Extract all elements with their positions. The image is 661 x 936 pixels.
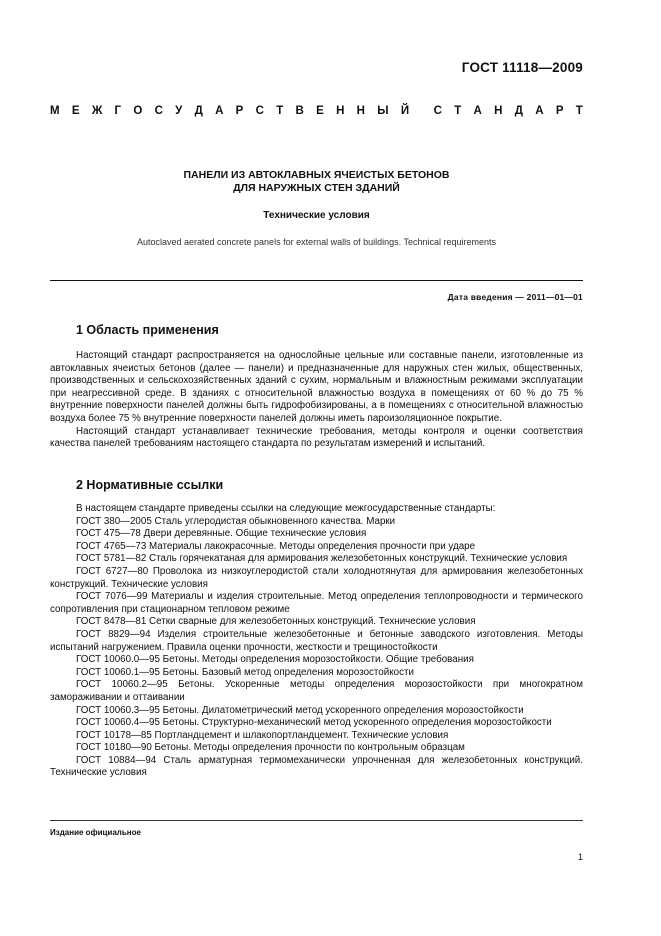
section-1-heading: 1 Область применения [76, 323, 219, 337]
reference-item: ГОСТ 10060.0—95 Бетоны. Методы определения морозостойкости. Общие требования [76, 654, 474, 666]
banner-letter: Н [494, 105, 503, 117]
section-2-body [50, 503, 583, 780]
reference-item: ГОСТ 5781—82 Сталь горячекатаная для армирования железобетонных конструкций. Технические условия [76, 553, 568, 565]
reference-item: ГОСТ 6727—80 Проволока из низкоуглеродистой стали холоднотянутая для армирования железобетонных конструкций. Технические условия [50, 565, 583, 590]
english-title: Autoclaved aerated concrete panels for external walls of buildings. Technical requirements [136, 237, 497, 247]
banner-letter: Н [356, 105, 365, 117]
reference-item: ГОСТ 8478—81 Сетки сварные для железобетонных конструкций. Технические условия [76, 616, 476, 628]
section-2-heading: 2 Нормативные ссылки [76, 478, 224, 492]
reference-item: ГОСТ 7076—99 Материалы и изделия строительные. Метод определения теплопроводности и термического сопротивления при стационарном тепловом режиме [50, 591, 583, 615]
banner-letter: Р [555, 105, 564, 117]
reference-item: ГОСТ 10180—90 Бетоны. Методы определения прочности по контрольным образцам [76, 742, 465, 754]
banner-letter: М [50, 105, 60, 117]
reference-item: ГОСТ 10060.3—95 Бетоны. Дилатометрический метод ускоренного определения морозостойкости [76, 704, 524, 716]
banner-letter: Т [276, 105, 284, 117]
banner-letter: Т [454, 105, 462, 117]
banner-letter: В [295, 105, 304, 117]
banner-letter: Г [114, 105, 122, 117]
banner-letter: Е [71, 105, 80, 117]
banner-letter: Т [575, 105, 583, 117]
banner-letter: А [535, 105, 544, 117]
banner-letter: Д [194, 105, 203, 117]
reference-item: ГОСТ 10060.1—95 Бетоны. Базовый метод определения морозостойкости [76, 666, 414, 678]
reference-item: ГОСТ 10060.2—95 Бетоны. Ускоренные методы определения морозостойкости при многократном замораживании и оттаивании [50, 679, 583, 703]
banner-letter: Ж [91, 105, 103, 117]
section-1-body [50, 350, 583, 451]
reference-item: ГОСТ 4765—73 Материалы лакокрасочные. Методы определения прочности при ударе [76, 540, 476, 552]
reference-item: ГОСТ 10178—85 Портландцемент и шлакопортландцемент. Технические условия [76, 729, 449, 741]
banner-letter: Р [235, 105, 244, 117]
banner-letter: Д [514, 105, 523, 117]
paragraph: Настоящий стандарт распространяется на однослойные цельные или составные панели, изготовленные из автоклавных ячеистых бетонов (далее — панели) и предназначенные для наружных стен жилых, общественных, производственных и сельскохозяйственных зданий с сухим, нормальным и влажностным режимами эксплуатации при неагрессивной среде. В зданиях с относительной влажностью воздуха в помещениях от 60 % до 75 % внутренние поверхности панелей должны быть гидрофобизированы, а в помещениях с относительной влажностью воздуха более 75 % внутренние поверхности панелей должны иметь пароизоляционное покрытие. [50, 350, 583, 424]
banner-letter: Ы [377, 105, 389, 117]
document-subtitle: Технические условия [263, 210, 370, 221]
document-title-line-1: ПАНЕЛИ ИЗ АВТОКЛАВНЫХ ЯЧЕИСТЫХ БЕТОНОВ [183, 169, 450, 181]
document-id: ГОСТ 11118—2009 [461, 60, 583, 75]
banner-letter: О [133, 105, 143, 117]
reference-item: ГОСТ 10884—94 Сталь арматурная термомеханически упрочненная для железобетонных конструкций. Технические условия [50, 754, 583, 779]
introduction-date: Дата введения — 2011—01—01 [447, 292, 583, 302]
reference-item: ГОСТ 10060.4—95 Бетоны. Структурно-механический метод ускоренного определения морозостойкости [76, 717, 552, 729]
reference-item: ГОСТ 475—78 Двери деревянные. Общие технические условия [76, 528, 367, 540]
official-edition-note: Издание официальное [50, 828, 141, 837]
banner-letter: А [473, 105, 482, 117]
banner-letter: С [154, 105, 163, 117]
banner-letter: Н [336, 105, 345, 117]
banner-letter: С [433, 105, 442, 117]
banner-letter: У [175, 105, 183, 117]
banner-letter: А [215, 105, 224, 117]
reference-item: ГОСТ 380—2005 Сталь углеродистая обыкновенного качества. Марки [76, 515, 396, 527]
header-divider [50, 280, 583, 281]
standard-banner [50, 105, 583, 117]
reference-item: ГОСТ 8829—94 Изделия строительные железобетонные и бетонные заводского изготовления. Методы испытаний нагружением. Правила оценки прочности, жесткости и трещиностойкости [50, 628, 583, 653]
paragraph: Настоящий стандарт устанавливает технические требования, методы контроля и оценки соответствия качества панелей требованиям настоящего стандарта по результатам измерений и испытаний. [50, 425, 583, 450]
paragraph: В настоящем стандарте приведены ссылки на следующие межгосударственные стандарты: [76, 503, 496, 514]
document-title-line-2: ДЛЯ НАРУЖНЫХ СТЕН ЗДАНИЙ [233, 182, 400, 194]
page-number: 1 [577, 852, 583, 862]
banner-letter: С [255, 105, 264, 117]
banner-letter: Й [400, 105, 410, 117]
footer-divider [50, 820, 583, 821]
banner-letter: Е [316, 105, 324, 117]
